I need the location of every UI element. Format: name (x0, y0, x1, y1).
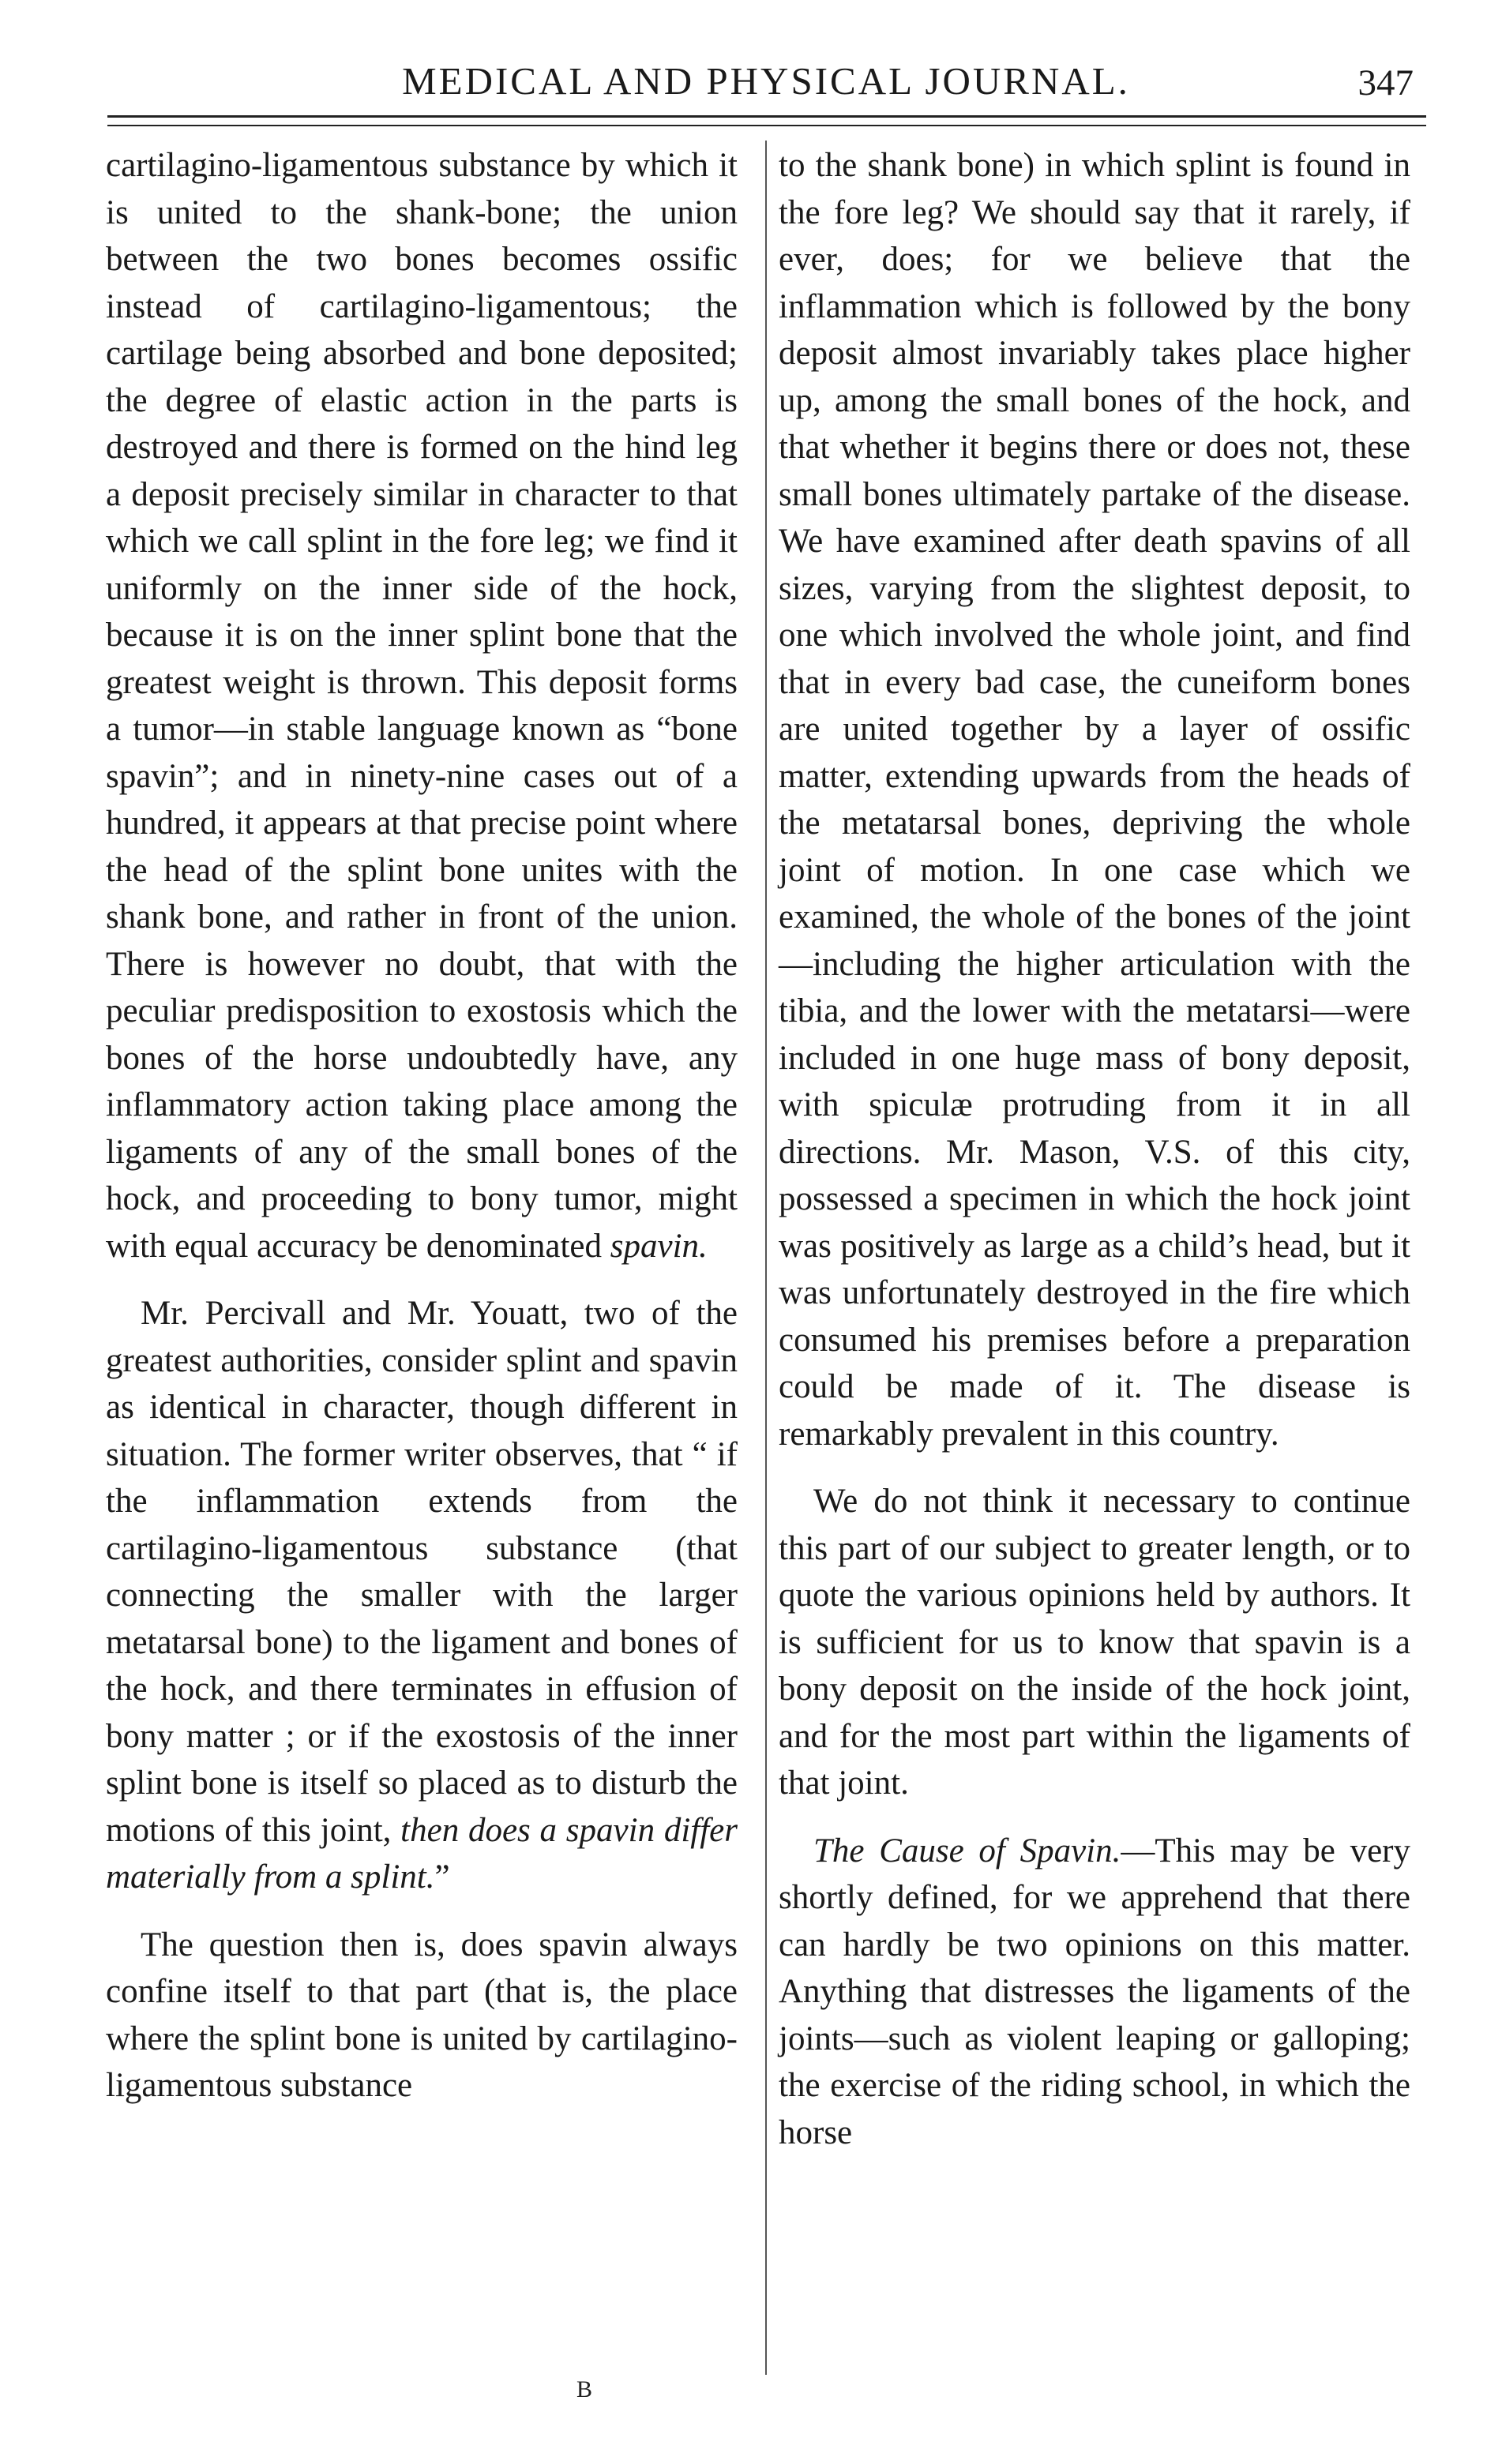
left-paragraph-1-italic: spavin. (610, 1227, 708, 1265)
running-title: MEDICAL AND PHYSICAL JOURNAL. (402, 59, 1130, 103)
right-paragraph-3 (779, 1828, 1410, 2157)
right-paragraph-2: We do not think it necessary to continue this part of our subject to greater length, or to quote the various opinions held by authors. It is sufficient for us to know that spavin is a bony deposit on the inside of the hock joint, and for the most part within the ligaments of that joint. (779, 1483, 1410, 1802)
left-column (106, 142, 738, 2130)
right-paragraph-1: to the shank bone) in which splint is found in the fore leg? We should say that it rarely, if ever, does; for we believe that the inflammation which is followed by the bony deposit almost invariably takes place higher up, among the small bones of the hock, and that whether it begins there or does not, these small bones ultimately partake of the disease. We have examined after death spavins of all sizes, varying from the slightest deposit, to one which involved the whole joint, and find that in every bad case, the cuneiform bones are united together by a layer of ossific matter, extending upwards from the heads of the metatarsal bones, depriving the whole joint of motion. In one case which we examined, the whole of the bones of the joint—including the higher articulation with the tibia, and the lower with the metatarsi—were included in one huge mass of bony deposit, with spiculæ protruding from it in all directions. Mr. Mason, V.S. of this city, possessed a specimen in which the hock joint was positively as large as a child’s head, but it was unfortunately destroyed in the fire which consumed his premises before a preparation could be made of it. The disease is remarkably prevalent in this country. (779, 147, 1410, 1453)
signature-mark: B (576, 2376, 593, 2402)
page-number: 347 (1357, 62, 1414, 103)
page-header (103, 55, 1429, 111)
header-rule-thick (107, 115, 1426, 118)
left-paragraph-3: The question then is, does spavin always confine itself to that part (that is, the place where the splint bone is united by cartilagino-ligamentous substance (106, 1926, 738, 2104)
left-paragraph-1-text: cartilagino-ligamentous substance by which it is united to the shank-bone; the union between the two bones becomes ossific instead of cartilagino-ligamentous; the cartilage being absorbed and bone deposited; the degree of elastic action in the parts is destroyed and there is formed on the hind leg a deposit precisely similar in character to that which we call splint in the fore leg; we find it uniformly on the inner side of the hock, because it is on the inner splint bone that the greatest weight is thrown. This deposit forms a tumor—in stable language known as “bone spavin”; and in ninety-nine cases out of a hundred, it appears at that precise point where the head of the splint bone unites with the shank bone, and rather in front of the union. There is however no doubt, that with the peculiar predisposition to exostosis which the bones of the horse undoubtedly have, any inflammatory action taking place among the ligaments of any of the small bones of the hock, and proceeding to bony tumor, might with equal accuracy be denominated (106, 147, 738, 1265)
left-paragraph-2-italic: then does a spavin differ materially from a splint. (106, 1811, 738, 1896)
left-paragraph-2-text: Mr. Percivall and Mr. Youatt, two of the greatest authorities, consider splint and spavin as identical in character, though different in situation. The former writer observes, that “ if the inflammation extends from the cartilagino-ligamentous substance (that connecting the smaller with the larger metatarsal bone) to the ligament and bones of the hock, and there terminates in effusion of bony matter ; or if the exostosis of the inner splint bone is itself so placed as to disturb the motions of this joint, (106, 1295, 738, 1849)
right-column (779, 142, 1410, 2177)
right-paragraph-3-text: —This may be very shortly defined, for we apprehend that there can hardly be two opinions on this matter. Anything that distresses the ligaments of the joints—such as violent leaping or galloping; the exercise of the riding school, in which the horse (779, 1832, 1410, 2151)
column-divider (765, 141, 767, 2375)
left-paragraph-1 (106, 142, 738, 1270)
left-paragraph-2 (106, 1290, 738, 1901)
header-rule-thin (107, 125, 1426, 126)
left-paragraph-2-close: ” (434, 1858, 450, 1896)
section-heading-cause-of-spavin: The Cause of Spavin. (813, 1832, 1121, 1870)
